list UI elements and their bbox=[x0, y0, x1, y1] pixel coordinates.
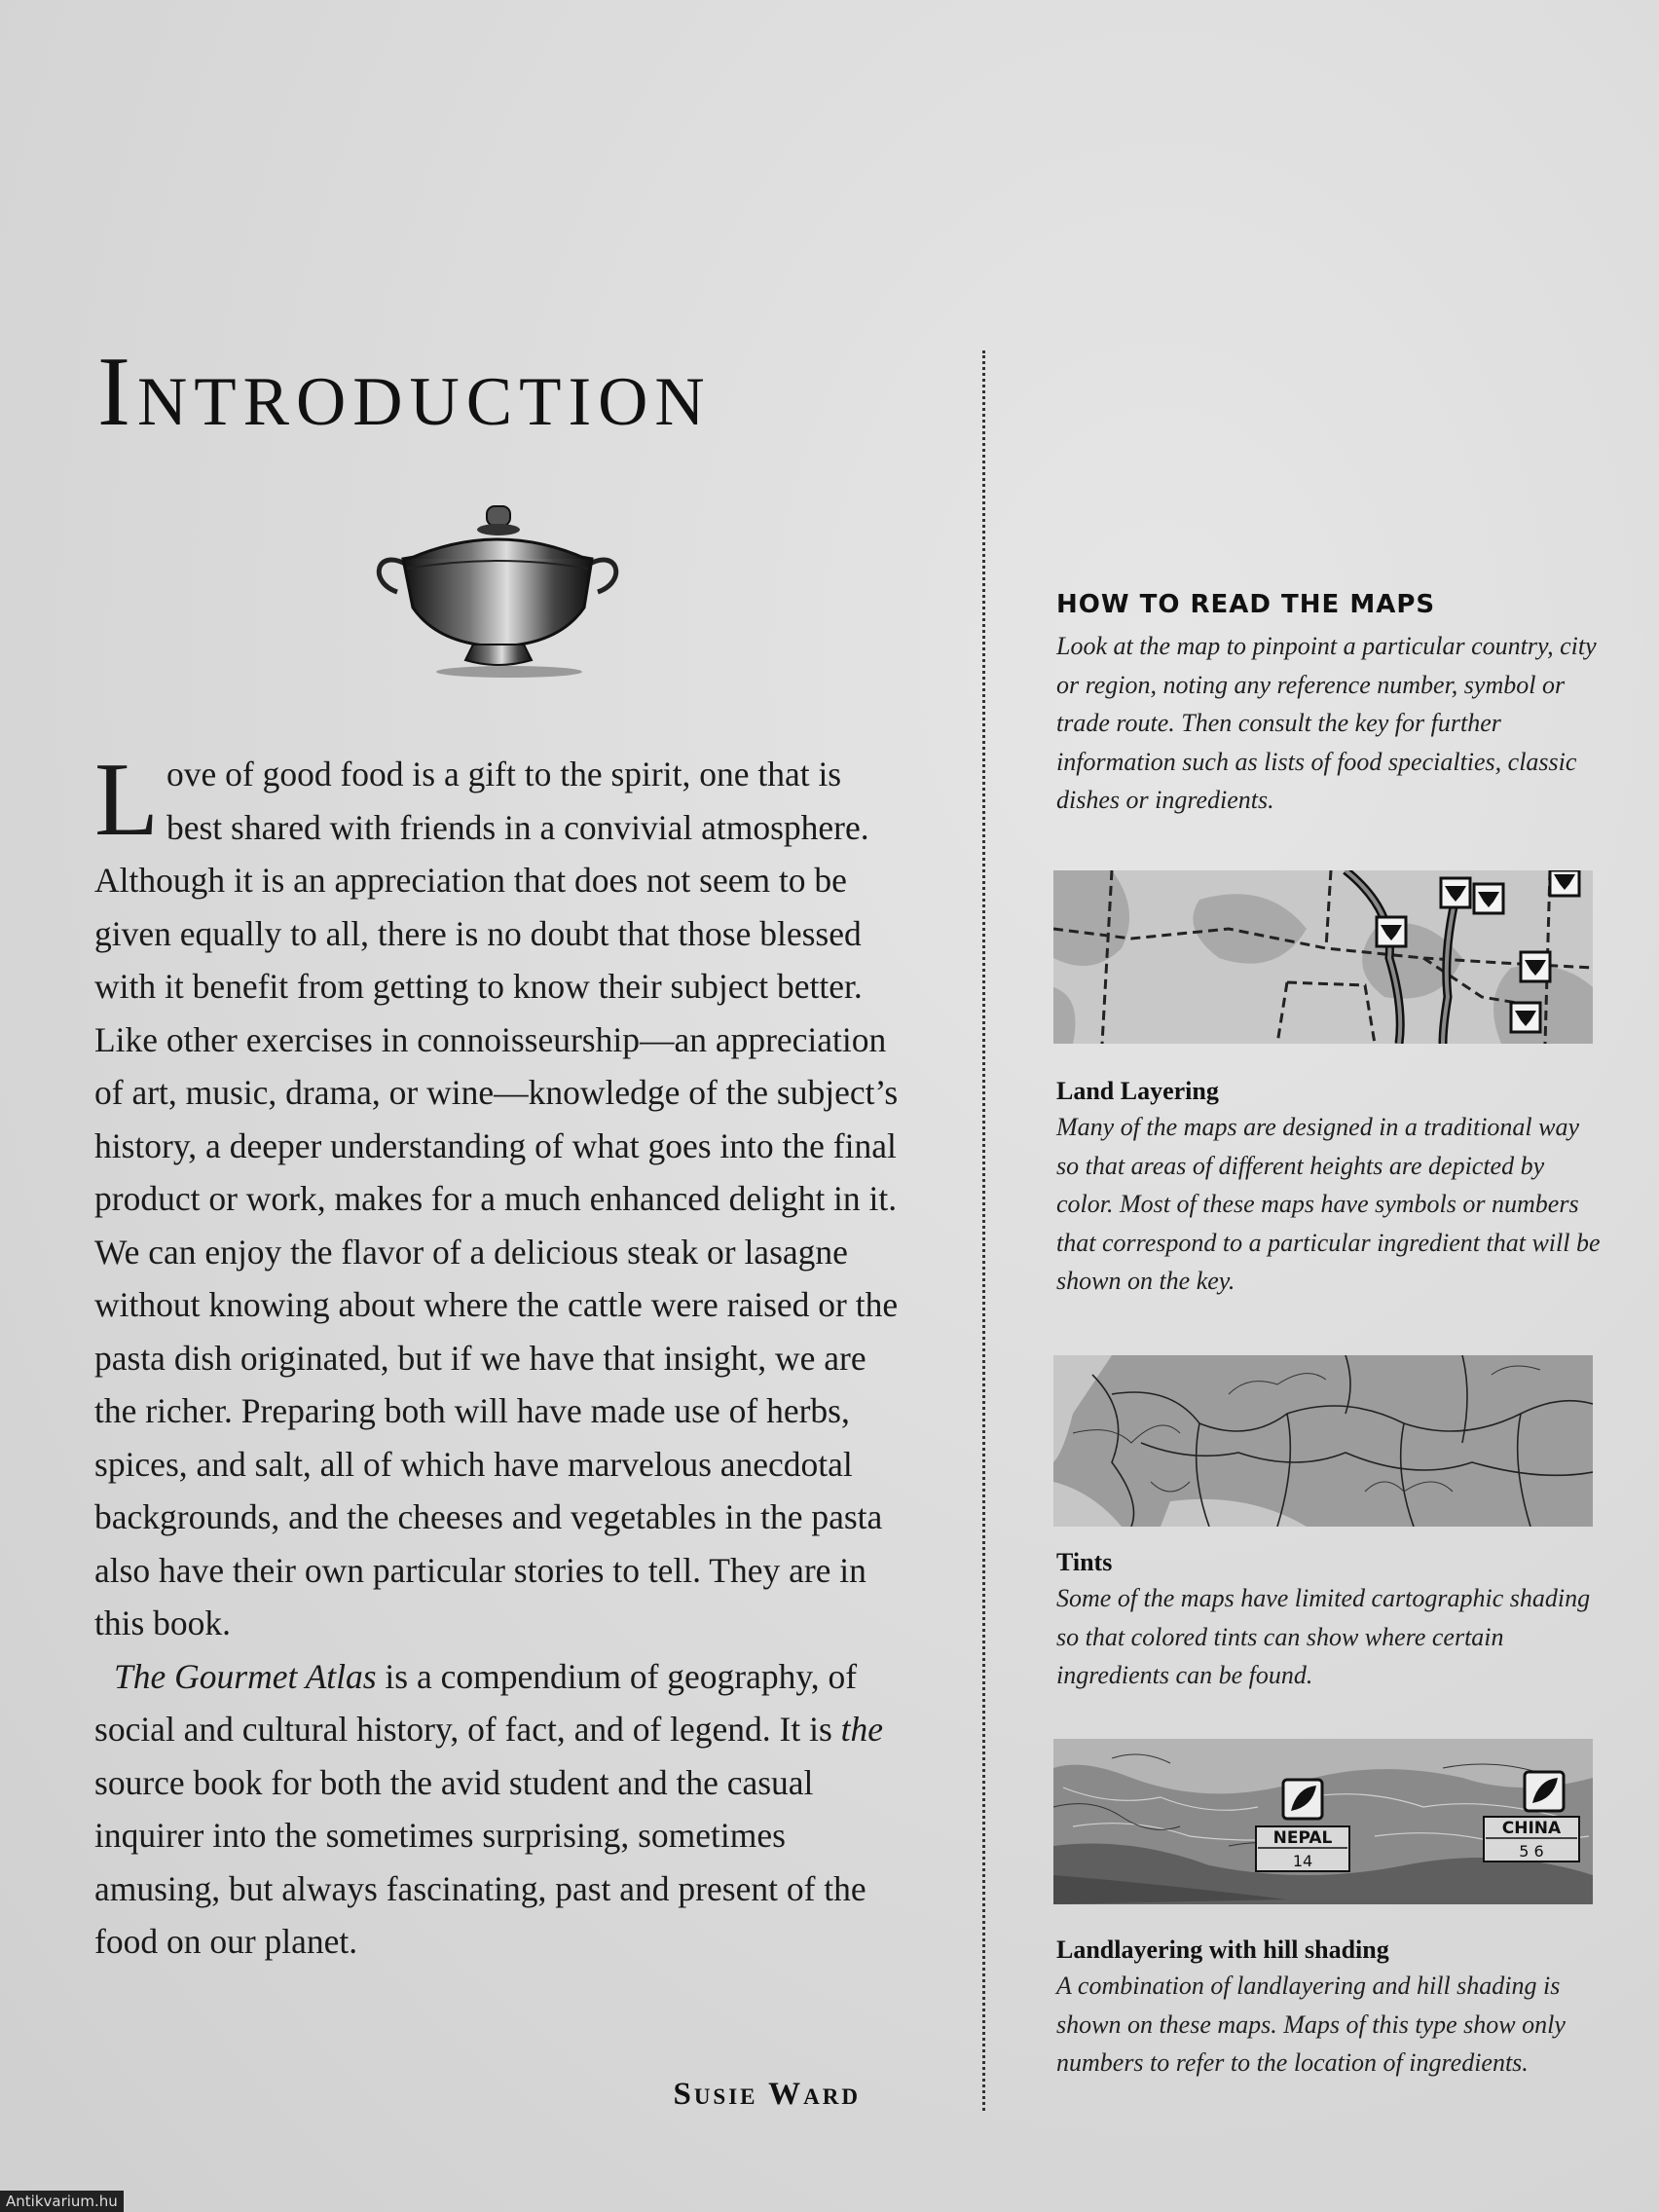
caption-text: Some of the maps have limited cartographic shading so that colored tints can show where certain ingredients can be found. bbox=[1056, 1584, 1591, 1689]
svg-text:CHINA: CHINA bbox=[1501, 1819, 1562, 1838]
caption-tints bbox=[1056, 1548, 1602, 1695]
book-title: The Gourmet Atlas bbox=[114, 1656, 377, 1696]
svg-text:14: 14 bbox=[1292, 1852, 1313, 1870]
svg-text:NEPAL: NEPAL bbox=[1272, 1828, 1333, 1848]
map-hill-shading bbox=[1053, 1739, 1593, 1904]
intro-paragraph-2: The Gourmet Atlas is a compendium of geography, of social and cultural history, of fact, and of legend. It is the source book for both the avid student and the casual inquirer into the sometimes surprising, sometimes amusing, but always fascinating, past and present of the food on our planet. bbox=[94, 1656, 884, 1961]
author-signature: Susie Ward bbox=[673, 2077, 861, 2112]
caption-text: Many of the maps are designed in a traditional way so that areas of different heights are depicted by color. Most of these maps have symbols or numbers that correspond to a particular ingredient that will be shown on the key. bbox=[1056, 1113, 1601, 1295]
watermark: Antikvarium.hu bbox=[0, 2191, 124, 2212]
map-tints bbox=[1053, 1355, 1593, 1527]
page-title: Introduction bbox=[97, 337, 712, 447]
sidebar-intro bbox=[1056, 590, 1602, 820]
intro-paragraph-1-text: ove of good food is a gift to the spirit, one that is best shared with friends in a convivial atmosphere. Although it is an appreciation that does not seem to be given equally to all, there is no doubt that those blessed with it benefit from getting to know their subject better. Like other exercises in connoisseurship—an appreciation of art, music, drama, or wine—knowledge of the subject’s history, a deeper understanding of what goes into the final product or work, makes for a much enhanced delight in it. We can enjoy the flavor of a delicious steak or lasagne without knowing about where the cattle were raised or the pasta dish originated, but if we have that insight, we are the richer. Preparing both will have made use of herbs, spices, and salt, all of which have marvelous anecdotal backgrounds, and the cheeses and vegetables in the pasta also have their own particular stories to tell. They are in this book. bbox=[94, 755, 899, 1642]
svg-text:5 6: 5 6 bbox=[1519, 1842, 1544, 1861]
emphasis-the: the bbox=[840, 1710, 884, 1749]
caption-title: Landlayering with hill shading bbox=[1056, 1936, 1389, 1964]
nepal-label bbox=[1256, 1826, 1349, 1871]
caption-text: A combination of landlayering and hill shading is shown on these maps. Maps of this type show only numbers to refer to the location of ingredients. bbox=[1056, 1972, 1566, 2077]
intro-body bbox=[94, 742, 904, 1969]
caption-hill-shading bbox=[1056, 1936, 1602, 2083]
drop-cap: L bbox=[94, 742, 159, 858]
column-divider bbox=[982, 350, 985, 2111]
caption-title: Land Layering bbox=[1056, 1077, 1219, 1105]
sidebar-intro-text: Look at the map to pinpoint a particular country, city or region, noting any reference number, symbol or trade route. Then consult the key for further information such as lists of food specialties, classic dishes or ingredients. bbox=[1056, 632, 1597, 814]
caption-land-layering bbox=[1056, 1077, 1602, 1301]
china-label bbox=[1484, 1817, 1579, 1862]
map-land-layering bbox=[1053, 870, 1593, 1044]
intro-paragraph-1 bbox=[94, 742, 904, 1650]
caption-title: Tints bbox=[1056, 1548, 1113, 1576]
sidebar-heading: HOW TO READ THE MAPS bbox=[1056, 590, 1436, 619]
tureen-icon bbox=[368, 498, 629, 680]
